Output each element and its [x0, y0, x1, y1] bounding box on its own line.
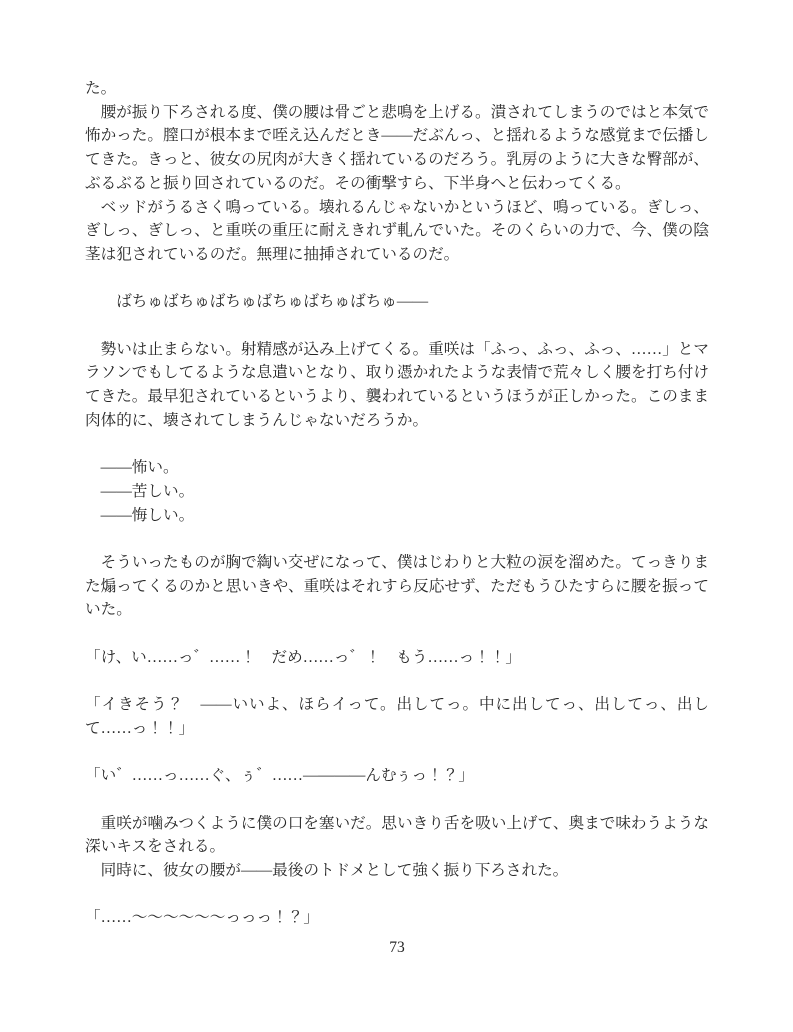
dialogue-line: 「け、い……っ゛……！ だめ……っ゛！ もう……っ！！」 [85, 648, 522, 666]
onomatopoeia-line: ばちゅばちゅばちゅばちゅばちゅばちゅ―― [85, 293, 429, 311]
paragraph: 重咲が噛みつくように僕の口を塞いだ。思いきり舌を吸い上げて、奥まで味わうような深いキスをされる。 [85, 814, 709, 856]
dialogue-line: 「……～～～～～～っっっ！？」 [85, 909, 319, 927]
monologue-line: ――苦しい。 [85, 482, 195, 500]
paragraph: そういったものが胸で綯い交ぜになって、僕はじわりと大粒の涙を溜めた。てっきりまた煽ってくるのかと思いきや、重咲はそれすら反応せず、ただもうひたすらに腰を振っていた。 [85, 554, 709, 619]
dialogue-line: 「イきそう？ ――いいよ、ほらイって。出してっ。中に出してっ、出してっ、出して……っ！！」 [85, 696, 709, 737]
monologue-line: ――怖い。 [85, 459, 179, 477]
paragraph: 同時に、彼女の腰が――最後のトドメとして強く振り下ろされた。 [85, 862, 569, 880]
page-number: 73 [389, 939, 405, 957]
paragraph: 腰が振り下ろされる度、僕の腰は骨ごと悲鳴を上げる。潰されてしまうのではと本気で怖かった。膣口が根本まで咥え込んだとき――だぶんっ、と揺れるような感覚まで伝播してきた。きっと、彼女の尻肉が大きく揺れているのだろう。乳房のように大きな臀部が、ぶるぶると振り回されているのだ。その衝撃すら、下半身へと伝わってくる。 [85, 103, 709, 192]
dialogue-line: 「い゛……っ……ぐ、ぅ゛……――――んむぅっ！？」 [85, 767, 474, 785]
text-line: た。 [85, 80, 117, 97]
text-body [85, 77, 709, 930]
monologue-line: ――悔しい。 [85, 506, 195, 524]
paragraph: 勢いは止まらない。射精感が込み上げてくる。重咲は「ふっ、ふっ、ふっ、……」とマラソンでもしてるような息遣いとなり、取り憑かれたような表情で荒々しく腰を打ち付けてきた。最早犯されているというより、襲われているというほうが正しかった。このまま肉体的に、壊されてしまうんじゃないだろうか。 [85, 340, 709, 429]
paragraph: ベッドがうるさく鳴っている。壊れるんじゃないかというほど、鳴っている。ぎしっ、ぎしっ、ぎしっ、と重咲の重圧に耐えきれず軋んでいた。そのくらいの力で、今、僕の陰茎は犯されているのだ。無理に抽挿されているのだ。 [85, 198, 709, 263]
